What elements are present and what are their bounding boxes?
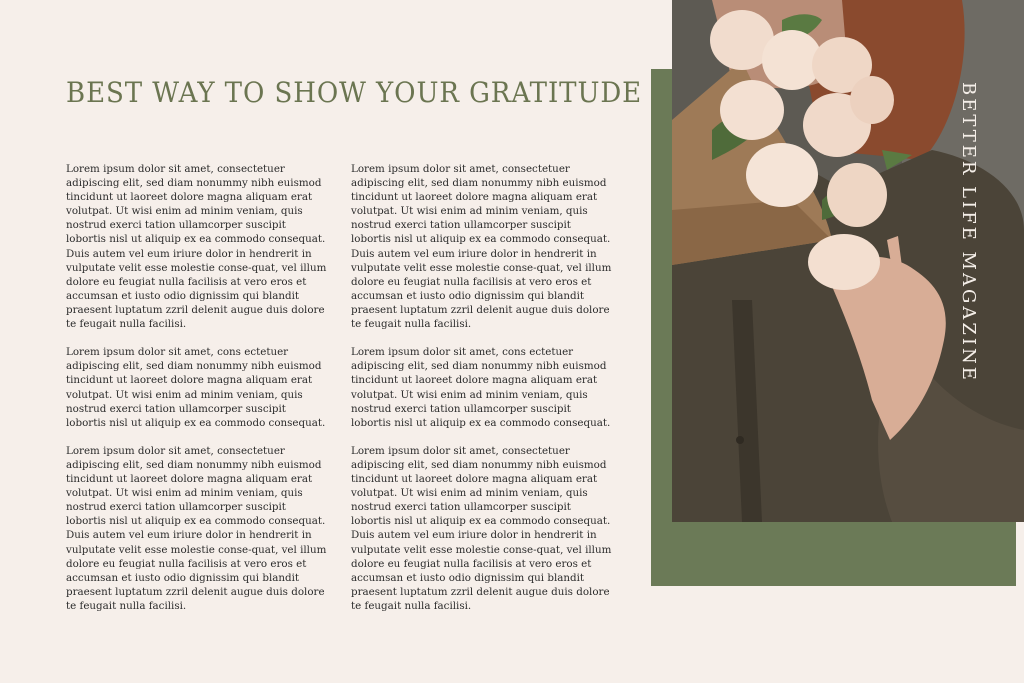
paragraph: Lorem ipsum dolor sit amet, consectetuer adipiscing elit, sed diam nonummy nibh euismod tincidunt ut laoreet dolore magna aliquam erat volutpat. Ut wisi enim ad minim veniam, quis nostrud exerci tation ullamcorper suscipit lobortis nisl ut aliquip ex ea commodo consequat. Duis autem vel eum iriure dolor in hendrerit in vulputate velit esse molestie conse-quat, vel illum dolore eu feugiat nulla facilisis at vero eros et accumsan et iusto odio dignissim qui blandit praesent luptatum zzril delenit augue duis dolore te feugait nulla facilisi.	[66, 163, 327, 331]
article-headline: BEST WAY TO SHOW YOUR GRATITUDE	[66, 76, 643, 109]
magazine-vertical-title: BETTER LIFE MAGAZINE	[958, 82, 979, 383]
paragraph: Lorem ipsum dolor sit amet, cons ectetuer adipiscing elit, sed diam nonummy nibh euismod tincidunt ut laoreet dolore magna aliquam erat volutpat. Ut wisi enim ad minim veniam, quis nostrud exerci tation ullamcorper suscipit lobortis nisl ut aliquip ex ea commodo consequat.	[66, 346, 326, 429]
text-column-right	[351, 162, 613, 627]
paragraph: Lorem ipsum dolor sit amet, consectetuer adipiscing elit, sed diam nonummy nibh euismod tincidunt ut laoreet dolore magna aliquam erat volutpat. Ut wisi enim ad minim veniam, quis nostrud exerci tation ullamcorper suscipit lobortis nisl ut aliquip ex ea commodo consequat. Duis autem vel eum iriure dolor in hendrerit in vulputate velit esse molestie conse-quat, vel illum dolore eu feugiat nulla facilisis at vero eros et accumsan et iusto odio dignissim qui blandit praesent luptatum zzril delenit augue duis dolore te feugait nulla facilisi.	[351, 163, 612, 331]
paragraph: Lorem ipsum dolor sit amet, consectetuer adipiscing elit, sed diam nonummy nibh euismod tincidunt ut laoreet dolore magna aliquam erat volutpat. Ut wisi enim ad minim veniam, quis nostrud exerci tation ullamcorper suscipit lobortis nisl ut aliquip ex ea commodo consequat. Duis autem vel eum iriure dolor in hendrerit in vulputate velit esse molestie conse-quat, vel illum dolore eu feugiat nulla facilisis at vero eros et accumsan et iusto odio dignissim qui blandit praesent luptatum zzril delenit augue duis dolore te feugait nulla facilisi.	[66, 444, 327, 612]
paragraph: Lorem ipsum dolor sit amet, consectetuer adipiscing elit, sed diam nonummy nibh euismod tincidunt ut laoreet dolore magna aliquam erat volutpat. Ut wisi enim ad minim veniam, quis nostrud exerci tation ullamcorper suscipit lobortis nisl ut aliquip ex ea commodo consequat. Duis autem vel eum iriure dolor in hendrerit in vulputate velit esse molestie conse-quat, vel illum dolore eu feugiat nulla facilisis at vero eros et accumsan et iusto odio dignissim qui blandit praesent luptatum zzril delenit augue duis dolore te feugait nulla facilisi.	[351, 444, 612, 612]
text-column-left	[66, 162, 328, 627]
paragraph: Lorem ipsum dolor sit amet, cons ectetuer adipiscing elit, sed diam nonummy nibh euismod tincidunt ut laoreet dolore magna aliquam erat volutpat. Ut wisi enim ad minim veniam, quis nostrud exerci tation ullamcorper suscipit lobortis nisl ut aliquip ex ea commodo consequat.	[351, 346, 611, 429]
